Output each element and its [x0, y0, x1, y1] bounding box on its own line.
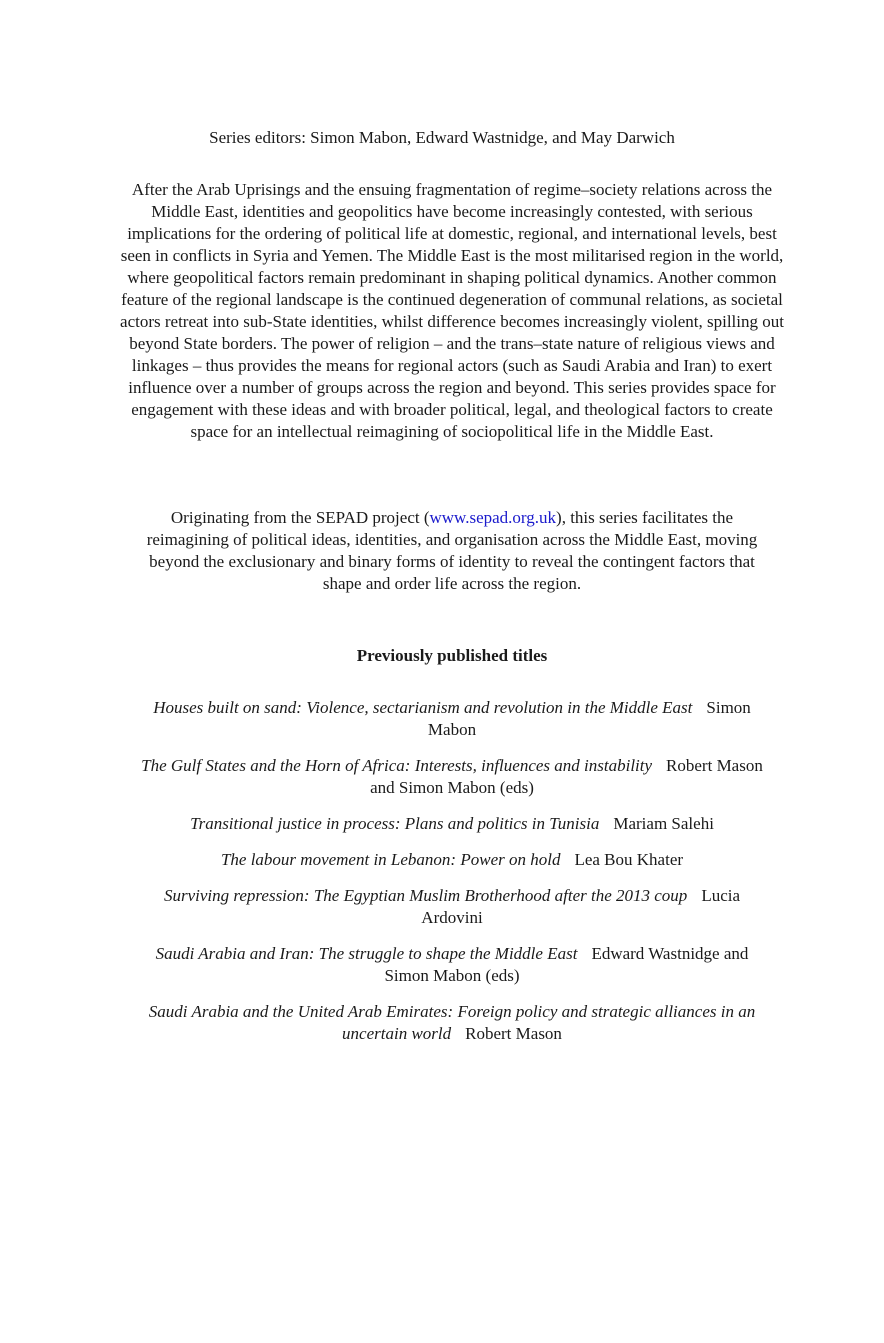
- book-title: The labour movement in Lebanon: Power on hold: [220, 850, 561, 869]
- book-title: Saudi Arabia and Iran: The struggle to shape the Middle East: [155, 944, 578, 963]
- book-title: Houses built on sand: Violence, sectarianism and revolution in the Middle East: [153, 698, 693, 717]
- list-item: [140, 755, 764, 799]
- series-origin: [134, 507, 770, 595]
- book-author: Edward Wastnidge and Simon Mabon (eds): [384, 944, 749, 985]
- series-description: After the Arab Uprisings and the ensuing fragmentation of regime–society relations across the Middle East, identities and geopolitics have become increasingly contested, with serious implications for the ordering of political life at domestic, regional, and international levels, best seen in conflicts in Syria and Yemen. The Middle East is the most militarised region in the world, where geopolitical factors remain predominant in shaping political dynamics. Another common feature of the regional landscape is the continued degeneration of communal relations, as societal actors retreat into sub-State identities, whilst difference becomes increasingly violent, spilling out beyond State borders. The power of religion – and the trans–state nature of religious views and linkages – thus provides the means for regional actors (such as Saudi Arabia and Iran) to exert influence over a number of groups across the region and beyond. This series provides space for engagement with these ideas and with broader political, legal, and theological factors to create space for an intellectual reimagining of sociopolitical life in the Middle East.: [120, 180, 784, 441]
- list-item: [140, 697, 764, 741]
- book-author: Mariam Salehi: [613, 814, 714, 833]
- list-item: [140, 943, 764, 987]
- list-item: [100, 849, 804, 871]
- series-editors: Series editors: Simon Mabon, Edward Wastnidge, and May Darwich: [209, 128, 675, 147]
- previous-titles-heading: Previously published titles: [356, 646, 548, 665]
- list-item: [100, 813, 804, 835]
- book-title: Surviving repression: The Egyptian Muslim Brotherhood after the 2013 coup: [163, 886, 688, 905]
- sepad-link[interactable]: www.sepad.org.uk: [429, 508, 557, 527]
- list-item: [140, 1001, 764, 1045]
- book-author: Robert Mason: [465, 1024, 562, 1043]
- book-title: Transitional justice in process: Plans and politics in Tunisia: [190, 814, 600, 833]
- book-author: Lucia Ardovini: [421, 886, 741, 927]
- origin-text-before: Originating from the SEPAD project (: [170, 508, 430, 527]
- titles-list: [140, 697, 764, 1059]
- book-title: Saudi Arabia and the United Arab Emirates: Foreign policy and strategic alliances in an uncertain world: [148, 1002, 756, 1043]
- book-title: The Gulf States and the Horn of Africa: Interests, influences and instability: [141, 756, 653, 775]
- book-author: Lea Bou Khater: [574, 850, 684, 869]
- origin-text-after: ), this series facilitates the reimagining of political ideas, identities, and organisation across the Middle East, moving beyond the exclusionary and binary forms of identity to reveal the contingent factors that shape and order life across the region.: [146, 508, 758, 593]
- book-author: Robert Mason and Simon Mabon (eds): [370, 756, 763, 797]
- book-author: Simon Mabon: [427, 698, 751, 739]
- list-item: [140, 885, 764, 929]
